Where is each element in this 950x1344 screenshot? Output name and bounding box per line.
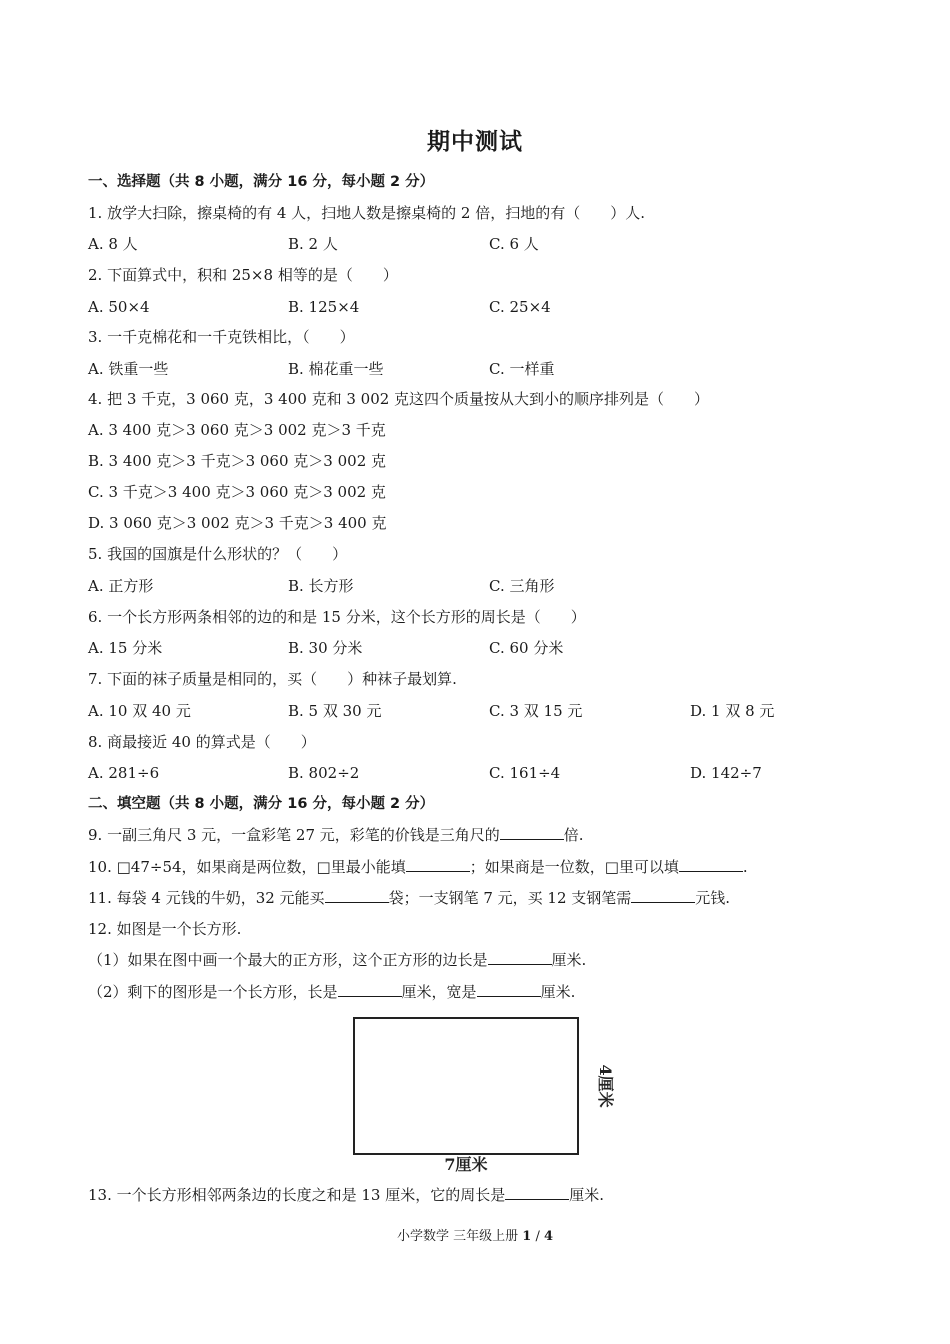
q4-option-d: D. 3 060 克＞3 002 克＞3 千克＞3 400 克 — [88, 514, 387, 532]
q3-option-c: C. 一样重 — [489, 360, 555, 378]
section-heading-choice: 一、选择题（共 8 小题，满分 16 分，每小题 2 分） — [88, 174, 435, 190]
rectangle-shape — [354, 1018, 578, 1154]
q4-option-a: A. 3 400 克＞3 060 克＞3 002 克＞3 千克 — [88, 421, 386, 439]
page-footer — [0, 1228, 950, 1246]
question-1: 1. 放学大扫除，擦桌椅的有 4 人，扫地人数是擦桌椅的 2 倍，扫地的有（ ）人. — [88, 204, 646, 222]
q7-option-b: B. 5 双 30 元 — [288, 702, 382, 720]
answer-blank[interactable] — [631, 888, 695, 903]
q6-option-a: A. 15 分米 — [88, 639, 163, 657]
q8-option-c: C. 161÷4 — [489, 764, 561, 782]
q6-option-c: C. 60 分米 — [489, 639, 564, 657]
q7-option-a: A. 10 双 40 元 — [88, 702, 191, 720]
question-12-part-1 — [88, 950, 586, 970]
q9-text-a: 9. 一副三角尺 3 元，一盒彩笔 27 元，彩笔的价钱是三角尺的 — [88, 826, 500, 844]
answer-blank[interactable] — [679, 857, 743, 872]
q8-option-d: D. 142÷7 — [690, 764, 762, 782]
q10-text-b: ；如果商是一位数，□里可以填 — [469, 858, 679, 876]
question-11 — [88, 888, 730, 908]
q12p1-text-a: （1）如果在图中画一个最大的正方形，这个正方形的边长是 — [88, 951, 488, 969]
q1-option-b: B. 2 人 — [288, 235, 338, 253]
q12p2-text-c: 厘米. — [540, 983, 576, 1001]
q12p2-text-b: 厘米，宽是 — [401, 983, 477, 1001]
page-number: 1 — [522, 1229, 532, 1244]
question-8: 8. 商最接近 40 的算式是（ ） — [88, 733, 316, 751]
q7-option-d: D. 1 双 8 元 — [690, 702, 775, 720]
page-total: 4 — [543, 1229, 554, 1244]
q11-text-a: 11. 每袋 4 元钱的牛奶，32 元能买 — [88, 889, 325, 907]
q4-option-b: B. 3 400 克＞3 千克＞3 060 克＞3 002 克 — [88, 452, 387, 470]
q5-option-b: B. 长方形 — [288, 577, 354, 595]
q11-text-c: 元钱. — [695, 889, 731, 907]
question-12-part-2 — [88, 982, 575, 1002]
q2-option-b: B. 125×4 — [288, 298, 360, 316]
q2-option-c: C. 25×4 — [489, 298, 551, 316]
q8-option-b: B. 802÷2 — [288, 764, 360, 782]
question-7: 7. 下面的袜子质量是相同的，买（ ）种袜子最划算. — [88, 670, 457, 688]
q1-option-a: A. 8 人 — [88, 235, 138, 253]
q10-text-c: . — [742, 858, 748, 876]
q9-text-b: 倍. — [563, 826, 584, 844]
width-label: 7厘米 — [444, 1155, 488, 1174]
q5-option-a: A. 正方形 — [88, 577, 154, 595]
answer-blank[interactable] — [338, 982, 402, 997]
question-2: 2. 下面算式中，积和 25×8 相等的是（ ） — [88, 266, 398, 284]
q13-text-a: 13. 一个长方形相邻两条边的长度之和是 13 厘米，它的周长是 — [88, 1186, 506, 1204]
q5-option-c: C. 三角形 — [489, 577, 555, 595]
question-3: 3. 一千克棉花和一千克铁相比，（ ） — [88, 328, 355, 346]
page-title: 期中测试 — [427, 129, 523, 155]
q1-option-c: C. 6 人 — [489, 235, 539, 253]
q4-option-c: C. 3 千克＞3 400 克＞3 060 克＞3 002 克 — [88, 483, 386, 501]
question-10 — [88, 857, 748, 877]
height-label: 4厘米 — [596, 1064, 615, 1108]
rectangle-figure — [336, 1004, 616, 1180]
footer-text: 小学数学 三年级上册 — [396, 1229, 519, 1244]
q6-option-b: B. 30 分米 — [288, 639, 363, 657]
question-6: 6. 一个长方形两条相邻的边的和是 15 分米，这个长方形的周长是（ ） — [88, 608, 586, 626]
answer-blank[interactable] — [325, 888, 389, 903]
question-12: 12. 如图是一个长方形. — [88, 920, 242, 938]
section-heading-fill: 二、填空题（共 8 小题，满分 16 分，每小题 2 分） — [88, 796, 435, 812]
q11-text-b: 袋；一支钢笔 7 元，买 12 支钢笔需 — [388, 889, 632, 907]
q8-option-a: A. 281÷6 — [88, 764, 160, 782]
q2-option-a: A. 50×4 — [88, 298, 150, 316]
question-5: 5. 我国的国旗是什么形状的？（ ） — [88, 545, 348, 563]
q10-text-a: 10. □47÷54，如果商是两位数，□里最小能填 — [88, 858, 406, 876]
question-4: 4. 把 3 千克，3 060 克，3 400 克和 3 002 克这四个质量按从大到小的顺序排列是（ ） — [88, 390, 710, 408]
answer-blank[interactable] — [477, 982, 541, 997]
q13-text-b: 厘米. — [569, 1186, 605, 1204]
answer-blank[interactable] — [488, 950, 552, 965]
question-13 — [88, 1185, 604, 1205]
question-9 — [88, 825, 584, 845]
q12p1-text-b: 厘米. — [551, 951, 587, 969]
page-separator: / — [535, 1229, 540, 1244]
q3-option-b: B. 棉花重一些 — [288, 360, 384, 378]
q3-option-a: A. 铁重一些 — [88, 360, 169, 378]
answer-blank[interactable] — [505, 1185, 569, 1200]
answer-blank[interactable] — [500, 825, 564, 840]
q7-option-c: C. 3 双 15 元 — [489, 702, 583, 720]
answer-blank[interactable] — [406, 857, 470, 872]
q12p2-text-a: （2）剩下的图形是一个长方形，长是 — [88, 983, 338, 1001]
